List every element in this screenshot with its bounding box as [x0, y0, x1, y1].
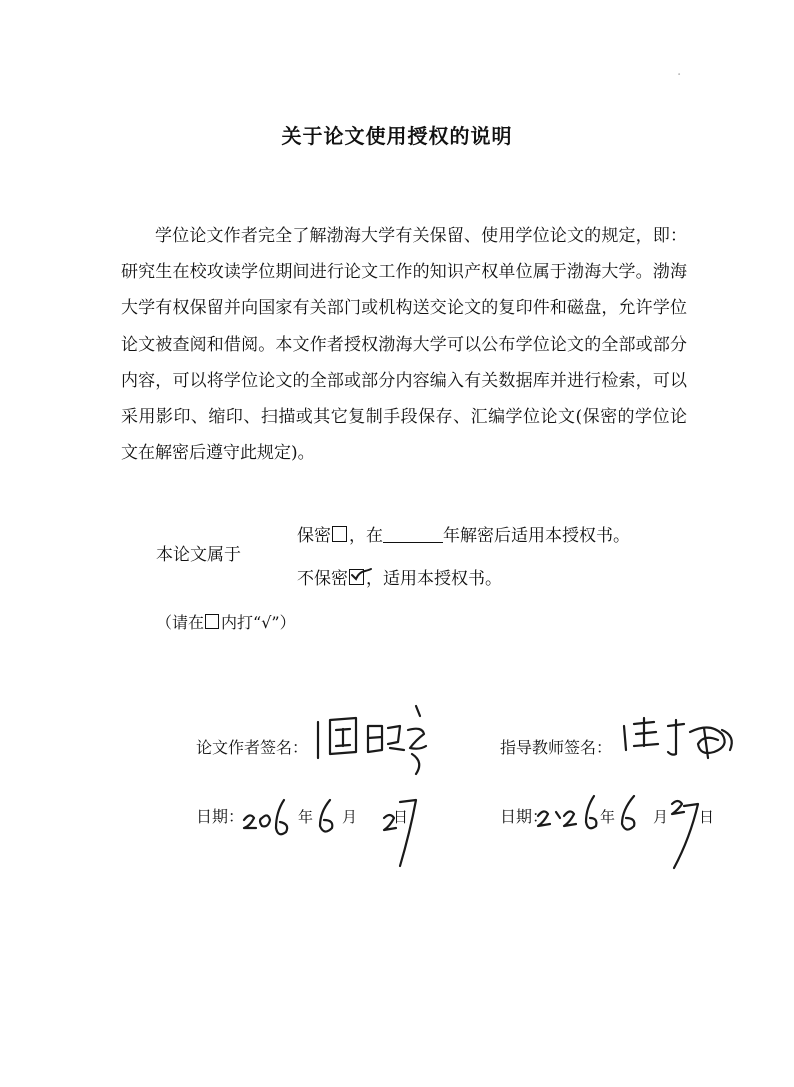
secret-checkbox[interactable] — [332, 526, 347, 542]
option-secret-middle: ，在 — [349, 526, 383, 546]
scan-speck: ﾟ — [678, 73, 682, 82]
author-handwritten-date[interactable] — [240, 782, 440, 882]
option-secret-prefix: 保密 — [297, 526, 331, 546]
author-date-label: 日期： — [196, 807, 245, 826]
author-date-year-char: 年 — [298, 808, 314, 826]
option-secret-suffix: 年解密后适用本授权书。 — [443, 526, 630, 546]
author-signature[interactable] — [312, 700, 442, 780]
public-checkbox[interactable] — [349, 569, 364, 585]
advisor-date-label: 日期： — [500, 807, 549, 826]
author-signature-label: 论文作者签名： — [196, 738, 309, 757]
declassify-year-blank[interactable] — [383, 526, 443, 543]
advisor-date-month-char: 月 — [653, 808, 669, 826]
advisor-handwritten-date[interactable] — [534, 782, 714, 882]
advisor-signature[interactable] — [618, 712, 748, 772]
advisor-date-year-char: 年 — [600, 808, 616, 826]
check-instruction — [156, 610, 296, 633]
option-public-prefix: 不保密 — [297, 569, 348, 589]
advisor-date-day-char: 日 — [699, 808, 715, 826]
advisor-signature-label: 指导教师签名： — [500, 738, 613, 757]
author-date-day-char: 日 — [393, 808, 409, 826]
handwritten-check-icon — [349, 562, 375, 588]
check-instruction-prefix: （请在 — [156, 613, 205, 632]
option-secret — [297, 521, 630, 546]
check-instruction-suffix: 内打“√”） — [221, 613, 296, 632]
author-date-month-char: 月 — [342, 808, 358, 826]
classification-label: 本论文属于 — [156, 545, 241, 565]
instruction-box-icon — [205, 614, 219, 629]
page-title: 关于论文使用授权的说明 — [281, 124, 513, 148]
option-public — [297, 564, 502, 589]
option-public-suffix: ，适用本授权书。 — [366, 569, 502, 589]
authorization-paragraph: 学位论文作者完全了解渤海大学有关保留、使用学位论文的规定，即：研究生在校攻读学位期间进行论文工作的知识产权单位属于渤海大学。渤海大学有权保留并向国家有关部门或机构送交论文的复印件和磁盘，允许学位论文被查阅和借阅。本文作者授权渤海大学可以公布学位论文的全部或部分内容，可以将学位论文的全部或部分内容编入有关数据库并进行检索，可以采用影印、缩印、扫描或其它复制手段保存、汇编学位论文(保密的学位论文在解密后遵守此规定)。 — [121, 226, 687, 464]
